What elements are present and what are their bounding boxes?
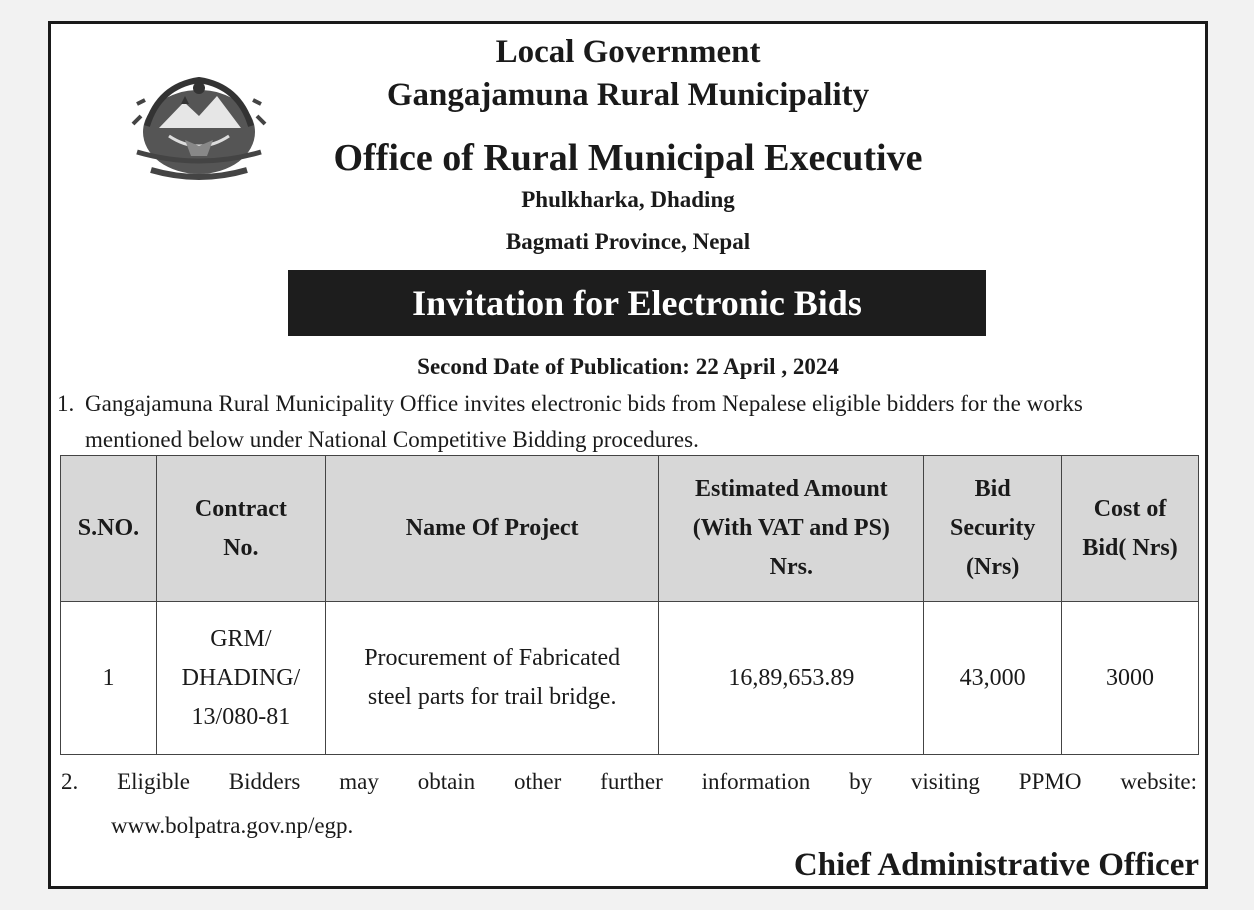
cell-sno: 1 — [61, 602, 157, 755]
header-line-local-government: Local Government — [495, 34, 761, 70]
header-project-text: Name Of Project — [405, 515, 579, 541]
paragraph-2-word: obtain — [417, 769, 476, 794]
cell-project-name — [325, 602, 659, 755]
paragraph-2-line-1 — [61, 769, 1197, 795]
header-amount-text-1: Estimated Amount — [694, 476, 888, 502]
header-cost-of-bid — [1062, 456, 1199, 602]
paragraph-2-word: by — [849, 769, 873, 794]
header-contract-text-1: Contract — [194, 495, 287, 522]
header-amount-text-3: Nrs. — [769, 554, 813, 580]
bids-table — [60, 455, 1199, 755]
header-line-municipality: Gangajamuna Rural Municipality — [386, 77, 870, 113]
paragraph-2-word: further — [600, 769, 663, 794]
header-estimated-amount — [659, 456, 924, 602]
header-project-name — [325, 456, 659, 602]
paragraph-2-word: visiting — [910, 769, 980, 794]
paragraph-1-line-1: Gangajamuna Rural Municipality Office invites electronic bids from Nepalese eligible bidders for the works — [85, 391, 1083, 416]
header-amount-text-2: (With VAT and PS) — [692, 515, 890, 541]
paragraph-2-word: other — [514, 769, 562, 794]
header-sno — [61, 456, 157, 602]
header-sno-text: S.NO. — [77, 515, 140, 541]
cell-contract-line-2: DHADING/ — [181, 664, 301, 691]
header-bid-security — [924, 456, 1062, 602]
cell-project-line-2: steel parts for trail bridge. — [367, 684, 617, 710]
table-row — [61, 602, 1199, 755]
header-cost-text-2: Bid( Nrs) — [1082, 534, 1178, 561]
cell-cost-of-bid: 3000 — [1062, 602, 1199, 755]
header-security-text-2: Security — [950, 515, 1036, 541]
header-contract-no — [156, 456, 325, 602]
cell-contract-no — [156, 602, 325, 755]
cell-project-line-1: Procurement of Fabricated — [364, 645, 621, 671]
paragraph-2 — [61, 769, 1197, 839]
header-security-text-3: (Nrs) — [966, 554, 1020, 580]
table-header-row — [61, 456, 1199, 602]
cell-contract-line-3: 13/080-81 — [191, 703, 291, 730]
paragraph-1-line-2: mentioned below under National Competitive Bidding procedures. — [85, 427, 699, 452]
paragraph-1-number: 1. — [57, 391, 75, 416]
header-address-1: Phulkharka, Dhading — [521, 187, 735, 212]
notice-title-banner — [288, 270, 986, 336]
header-security-text-1: Bid — [974, 476, 1011, 502]
cell-bid-security: 43,000 — [924, 602, 1062, 755]
ppmo-website-link[interactable]: www.bolpatra.gov.np/egp. — [111, 813, 354, 838]
paragraph-2-word: may — [339, 769, 379, 794]
signature-chief-administrative-officer: Chief Administrative Officer — [793, 847, 1199, 883]
paragraph-2-word: Eligible — [117, 769, 190, 794]
paragraph-1 — [57, 386, 1197, 458]
header-cost-text-1: Cost of — [1093, 495, 1167, 522]
header-address-2: Bagmati Province, Nepal — [505, 229, 751, 254]
publication-date: Second Date of Publication: 22 April , 2024 — [417, 354, 839, 379]
cell-contract-line-1: GRM/ — [210, 625, 272, 652]
notice-title: Invitation for Electronic Bids — [412, 283, 862, 323]
header-office-title: Office of Rural Municipal Executive — [333, 137, 923, 179]
paragraph-2-number: 2. — [61, 769, 79, 794]
paragraph-2-word: PPMO — [1018, 769, 1082, 794]
header-contract-text-2: No. — [223, 534, 259, 561]
bid-notice — [48, 21, 1208, 889]
paragraph-2-word: Bidders — [228, 769, 301, 794]
paragraph-2-word: website: — [1120, 769, 1197, 794]
paragraph-2-word: information — [701, 769, 811, 794]
cell-estimated-amount: 16,89,653.89 — [659, 602, 924, 755]
